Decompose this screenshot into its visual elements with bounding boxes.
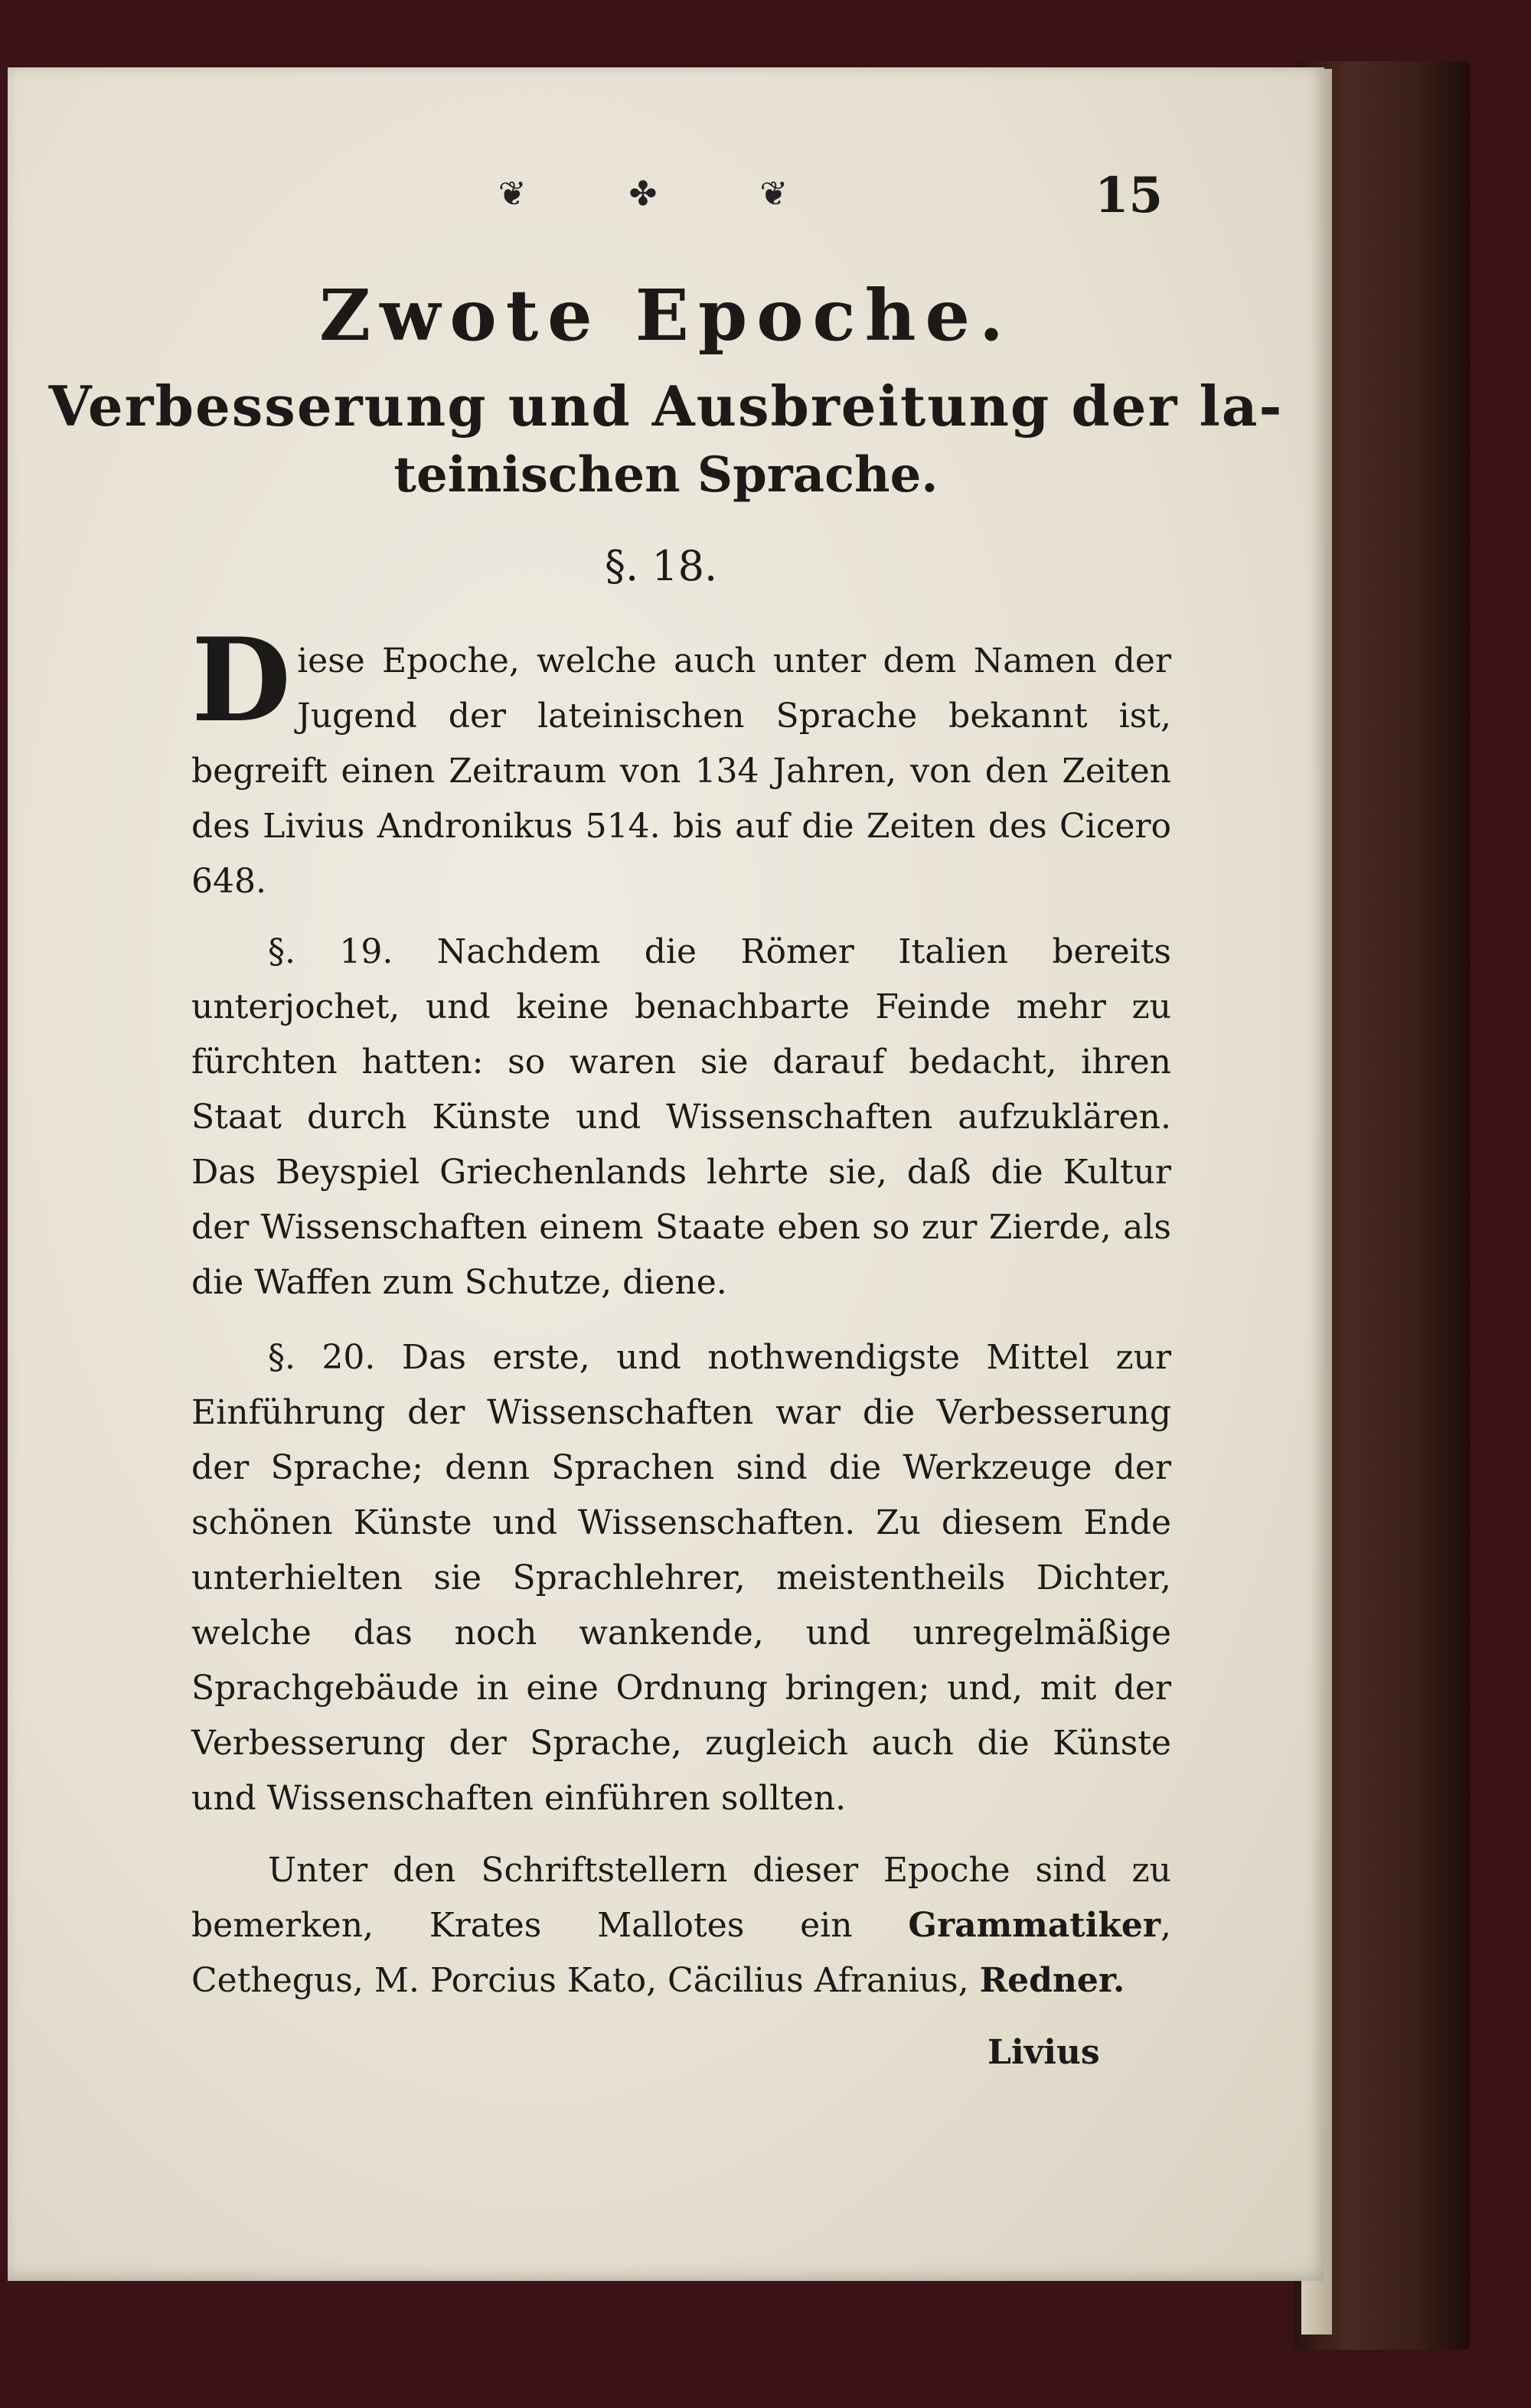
catchword: Livius xyxy=(987,2033,1100,2072)
section-heading-18: §. 18. xyxy=(605,542,718,590)
paragraph-authors xyxy=(191,1843,1171,2008)
authors-intro: Unter den Schriftstellern dieser Epoche sind zu bemerken, Krates Mallotes ein xyxy=(191,1851,1171,1945)
paragraph-18-text: iese Epoche, welche auch unter dem Namen der Jugend der lateinischen Sprache bekannt ist, begreift einen Zeitraum von 134 Jahren, von den Zeiten des Livius Andronikus 514. bis auf die Zeiten des Cicero 648. xyxy=(191,641,1171,901)
page-number: 15 xyxy=(1095,167,1164,224)
authors-grammatiker: Grammatiker xyxy=(908,1906,1160,1945)
chapter-subtitle-line1: Verbesserung und Ausbreitung der la- xyxy=(48,374,1284,439)
authors-redner: Redner. xyxy=(979,1961,1125,2000)
chapter-subtitle-line2: teinischen Sprache. xyxy=(393,446,939,504)
drop-cap: D xyxy=(191,613,292,748)
paragraph-18 xyxy=(191,613,1171,909)
book-page xyxy=(8,67,1324,2281)
header-ornament: ❦ ✤ ❦ xyxy=(498,175,834,214)
paragraph-19: §. 19. Nachdem die Römer Italien bereits unterjochet, und keine benachbarte Feinde mehr zu fürchten hatten: so waren sie darauf bedacht, ihren Staat durch Künste und Wissenschaften aufzuklären. Das Beyspiel Griechenlands lehrte sie, daß die Kultur der Wissenschaften einem Staate eben so zur Zierde, als die Waffen zum Schutze, diene. xyxy=(191,932,1171,1302)
paragraph-20: §. 20. Das erste, und nothwendigste Mittel zur Einführung der Wissenschaften war die Verbesserung der Sprache; denn Sprachen sind die Werkzeuge der schönen Künste und Wissenschaften. Zu diesem Ende unterhielten sie Sprachlehrer, meistentheils Dichter, welche das noch wankende, und unregelmäßige Sprachgebäude in eine Ordnung bringen; und, mit der Verbesserung der Sprache, zugleich auch die Künste und Wissenschaften einführen sollten. xyxy=(191,1338,1171,1818)
authors-mid: , Cethegus, M. Porcius Kato, Cäcilius Afranius, xyxy=(191,1906,1171,2000)
chapter-title: Zwote Epoche. xyxy=(318,274,1014,357)
